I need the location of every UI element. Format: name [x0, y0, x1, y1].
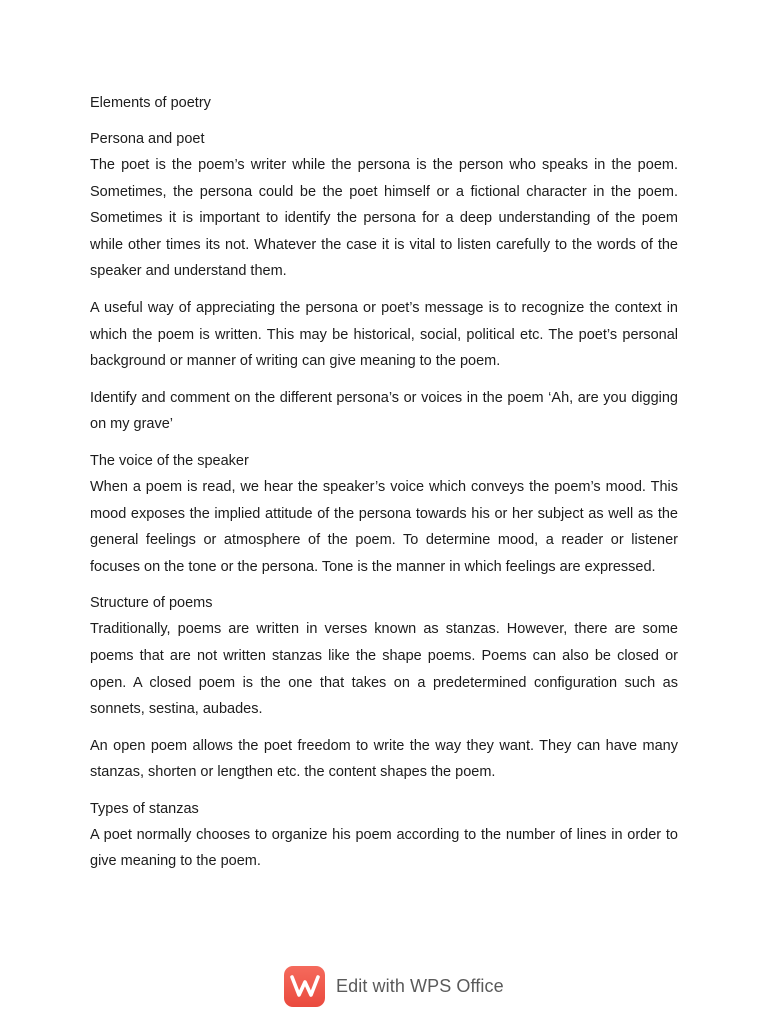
document-page [90, 90, 678, 885]
paragraph: A poet normally chooses to organize his poem according to the number of lines in order to give meaning to the poem. [90, 826, 678, 870]
section-structure-of-poems [90, 590, 678, 786]
paragraph: A useful way of appreciating the persona or poet’s message is to recognize the context in which the poem is written. This may be historical, social, political etc. The poet’s personal background or manner of writing can give meaning to the poem. [90, 299, 678, 370]
section-heading: The voice of the speaker [90, 452, 249, 469]
paragraph: The poet is the poem’s writer while the persona is the person who speaks in the poem. Sometimes, the persona could be the poet himself or a fictional character in the poem. Sometimes it is important to identify the persona for a deep understanding of the poem while other times its not. Whatever the case it is vital to listen carefully to the words of the speaker and understand them. [90, 157, 678, 280]
wps-office-logo-icon [284, 966, 325, 1007]
paragraph: Identify and comment on the different persona’s or voices in the poem ‘Ah, are you digging on my grave’ [90, 389, 678, 433]
paragraph: An open poem allows the poet freedom to write the way they want. They can have many stanzas, shorten or lengthen etc. the content shapes the poem. [90, 737, 678, 781]
section-heading: Persona and poet [90, 131, 205, 147]
paragraph: Traditionally, poems are written in verses known as stanzas. However, there are some poems that are not written stanzas like the shape poems. Poems can also be closed or open. A closed poem is the one that takes on a predetermined configuration such as sonnets, sestina, aubades. [90, 621, 678, 718]
paragraph: When a poem is read, we hear the speaker’s voice which conveys the poem’s mood. This mood exposes the implied attitude of the persona towards his or her subject as well as the general feelings or atmosphere of the poem. To determine mood, a reader or listener focuses on the tone or the persona. Tone is the manner in which feelings are expressed. [90, 478, 678, 575]
section-persona-and-poet [90, 126, 678, 438]
section-heading: Types of stanzas [90, 800, 199, 817]
section-types-of-stanzas [90, 796, 678, 875]
edit-with-wps-office-link[interactable] [284, 964, 504, 1008]
section-voice-of-speaker [90, 448, 678, 580]
footer-label: Edit with WPS Office [336, 975, 504, 996]
section-heading: Structure of poems [90, 595, 213, 612]
document-title: Elements of poetry [90, 95, 211, 111]
